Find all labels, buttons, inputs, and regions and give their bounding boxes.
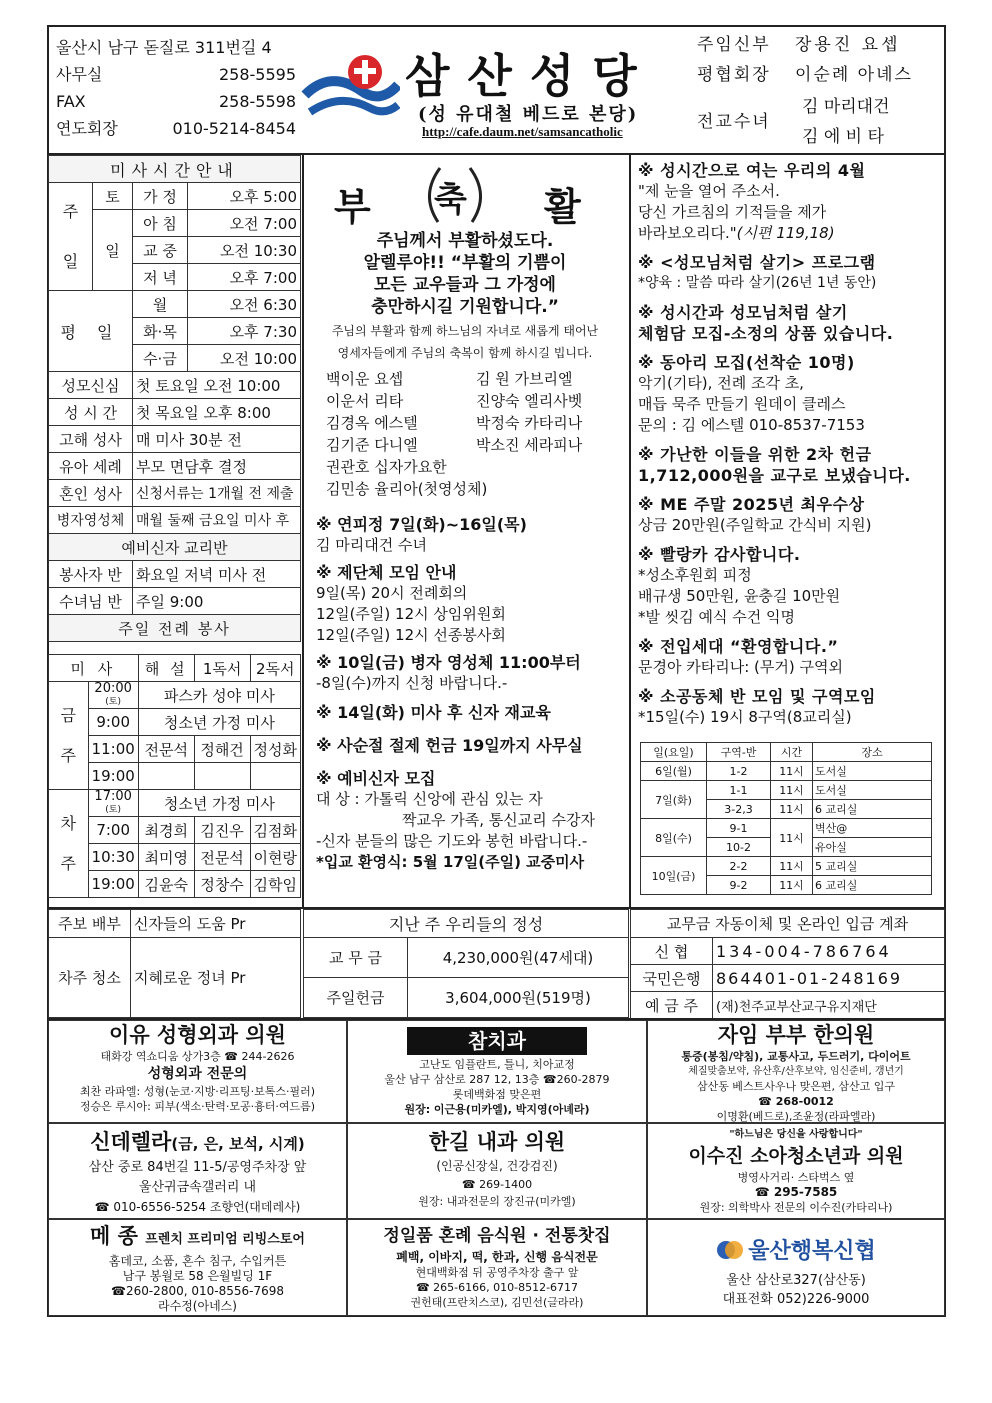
liturgy-mass-name: 청소년 가정 미사 xyxy=(138,709,300,736)
notice-body: *입교 환영식: 5월 17일(주일) 교중미사 xyxy=(316,853,585,871)
baptism-message xyxy=(310,320,620,364)
mass-title: 미사시간안내 xyxy=(49,156,301,183)
ad-line: 폐백, 이바지, 떡, 한과, 신행 음식전문 xyxy=(396,1250,598,1264)
ad-title: 신데렐라 xyxy=(90,1130,172,1154)
sched-header: 일(요일) xyxy=(641,743,707,762)
notice-body: 상금 20만원(주일학교 간식비 지원) xyxy=(638,516,872,534)
liturgy-time: 7:00 xyxy=(88,817,138,844)
ad-line: 삼산 중로 84번길 11-5/공영주차장 앞 xyxy=(88,1160,307,1175)
ad-line: ☎260-2800, 010-8556-7698 xyxy=(111,1284,284,1298)
weekday-day: 월 xyxy=(133,291,188,318)
sat-label: 토 xyxy=(93,183,133,210)
ad-line: (인공신장실, 건강검진) xyxy=(436,1159,558,1173)
ad-title-sub: 프렌치 프리미엄 리빙스토어 xyxy=(145,1232,305,1247)
easter-message xyxy=(310,230,620,318)
weekday-label: 평 일 xyxy=(49,291,133,372)
catechumen-label: 수녀님 반 xyxy=(49,588,133,615)
notice-body: 김 마리대건 수녀 xyxy=(316,536,427,554)
liturgy-time: 10:30 xyxy=(88,844,138,871)
easter-char: 부 xyxy=(334,185,371,229)
weekday-time: 오후 7:30 xyxy=(187,318,300,345)
nun-label: 전교수녀 xyxy=(697,112,771,132)
baptized-list xyxy=(326,368,582,500)
baptized-name: 권관호 십자가요한 xyxy=(326,458,447,476)
other-value: 부모 면담후 결정 xyxy=(133,453,301,480)
ad-line: 병영사거리· 스타벅스 옆 xyxy=(737,1171,855,1184)
sched-time: 11시 xyxy=(771,781,813,800)
notice-body: *성소후원회 피정 xyxy=(638,566,752,584)
notice-heading: ※ 빨랑카 감사합니다. xyxy=(638,545,801,564)
liturgy-header: 1독서 xyxy=(194,655,250,682)
liturgy-mass-name: 청소년 가정 미사 xyxy=(138,790,300,817)
ad-title-sub: (금, 은, 보석, 시계) xyxy=(171,1135,305,1153)
other-label: 혼인 성사 xyxy=(49,480,133,507)
ad-title: 자임 부부 한의원 xyxy=(717,1023,875,1047)
ad-line: 원장: 내과전문의 장진규(미카엘) xyxy=(418,1195,576,1208)
notice-heading: 1,712,000원을 교구로 보냈습니다. xyxy=(638,466,911,485)
sched-ban: 9-2 xyxy=(707,876,771,895)
ad-pediatrics[interactable] xyxy=(647,1123,945,1219)
middle-notices xyxy=(316,514,595,873)
sched-ban: 9-1 xyxy=(707,819,771,838)
ad-title: 한길 내과 의원 xyxy=(428,1130,566,1154)
ad-line: 태화강 역쇼디움 상가3층 ☎ 244-2626 xyxy=(100,1050,295,1063)
credit-union-logo-icon xyxy=(716,1238,744,1262)
sat-time: 오후 5:00 xyxy=(187,183,300,210)
ad-line: 권헌태(프란치스코), 김민선(글라라) xyxy=(410,1296,584,1309)
parish-subtitle: (성 유대철 베드로 본당) xyxy=(418,104,639,125)
liturgy-person: 김학임 xyxy=(250,871,300,898)
notice-body: 12일(주일) 12시 선종봉사회 xyxy=(316,626,506,644)
liturgy-person: 정해건 xyxy=(194,736,250,763)
bank-table xyxy=(630,909,945,1019)
easter-msg: 충만하시길 기원합니다.” xyxy=(371,297,559,317)
liturgy-time: 9:00 xyxy=(88,709,138,736)
pastor-label: 주임신부 xyxy=(697,35,771,55)
easter-msg: 알렐루야!! “부활의 기쁨이 xyxy=(363,253,567,273)
sun-mass-type: 교 중 xyxy=(133,237,188,264)
notice-body: -신자 분들의 많은 기도와 봉헌 바랍니다.- xyxy=(316,832,588,850)
notice-body: 매듭 묵주 만들기 원데이 클레스 xyxy=(638,395,846,413)
notice-heading: ※ 성시간과 성모님처럼 살기 xyxy=(638,303,848,322)
ad-line: 대표전화 052)226-9000 xyxy=(722,1292,870,1307)
sched-day: 6일(월) xyxy=(641,762,707,781)
notice-heading: ※ 전입세대 “환영합니다.” xyxy=(638,637,839,656)
baptized-name: 김 원 가브리엘 xyxy=(476,370,573,388)
ad-credit-union[interactable] xyxy=(647,1219,945,1316)
easter-msg: 모든 교우들과 그 가정에 xyxy=(374,275,556,295)
column-divider xyxy=(629,155,631,907)
ad-line: 울산 삼산로327(삼산동) xyxy=(726,1273,866,1288)
bank-title: 교무금 자동이체 및 온라인 입금 계좌 xyxy=(631,910,945,938)
ad-line: 현대백화점 뒤 공영주차장 출구 앞 xyxy=(415,1266,579,1279)
offer-value: 4,230,000원(47세대) xyxy=(408,938,629,978)
fax-label: FAX xyxy=(56,92,86,111)
liturgy-table xyxy=(48,654,301,898)
ad-line: ☎ 010-6556-5254 조향언(대데레사) xyxy=(94,1200,301,1214)
easter-banner xyxy=(330,160,620,230)
liturgy-person: 정창수 xyxy=(194,871,250,898)
baptism-line: 영세자들에게 주님의 축복이 함께 하시길 빕니다. xyxy=(337,346,593,360)
notice-heading: ※ 소공동체 반 모임 및 구역모임 xyxy=(638,687,876,706)
bank-label: 국민은행 xyxy=(631,965,713,992)
ad-line: 고난도 임플란트, 틀니, 치아교정 xyxy=(419,1058,575,1071)
liturgy-person: 정성화 xyxy=(250,736,300,763)
ad-wedding-food[interactable] xyxy=(347,1219,647,1316)
catechumen-title: 예비신자 교리반 xyxy=(49,534,301,561)
notice-heading: ※ 10일(금) 병자 영성체 11:00부터 xyxy=(316,653,581,672)
liturgy-person xyxy=(250,763,300,790)
other-label: 성모신심 xyxy=(49,372,133,399)
sched-day: 8일(수) xyxy=(641,819,707,857)
address: 울산시 남구 돋질로 311번길 4 xyxy=(56,38,272,57)
offer-value: 3,604,000원(519명) xyxy=(408,978,629,1018)
sched-place: 유아실 xyxy=(813,838,932,857)
baptized-name: 김기준 다니엘 xyxy=(326,436,418,454)
ad-line: ☎ 295-7585 xyxy=(754,1185,838,1199)
baptized-name: 박정숙 카타리나 xyxy=(476,414,583,432)
liturgy-person: 최경희 xyxy=(138,817,194,844)
next-week-label: 차 주 xyxy=(49,790,89,898)
liturgy-person xyxy=(138,763,194,790)
sched-ban: 3-2,3 xyxy=(707,800,771,819)
header-contact xyxy=(56,34,296,142)
council-president-label: 평협회장 xyxy=(697,65,771,85)
pastor-name: 장용진 요셉 xyxy=(795,35,901,55)
nun-names xyxy=(802,92,890,152)
bank-account: 134-004-786764 xyxy=(713,938,945,965)
mass-schedule-table xyxy=(48,155,301,642)
sun-mass-type: 아 침 xyxy=(133,210,188,237)
notice-heading: ※ 예비신자 모집 xyxy=(316,769,436,788)
ad-title: 메 종 xyxy=(90,1224,138,1248)
notice-heading: ※ <성모님처럼 살기> 프로그램 xyxy=(638,253,876,272)
sched-header: 구역-반 xyxy=(707,743,771,762)
easter-char: 활 xyxy=(544,185,581,229)
ad-line: 정승은 루시아: 피부(색소·탄력·모공·흉터·여드름) xyxy=(79,1100,316,1113)
sched-place: 벽산@ xyxy=(813,819,932,838)
other-value: 매 미사 30분 전 xyxy=(133,426,301,453)
ad-internal-medicine[interactable] xyxy=(347,1123,647,1219)
notice-body: 바라보오리다." xyxy=(638,224,737,242)
notice-heading: ※ 가난한 이들을 위한 2차 헌금 xyxy=(638,445,872,464)
sched-day: 10일(금) xyxy=(641,857,707,895)
liturgy-person: 전문석 xyxy=(194,844,250,871)
notice-body: 9일(목) 20시 전례회의 xyxy=(316,584,468,602)
notice-heading: ※ 성시간으로 여는 우리의 4월 xyxy=(638,161,866,180)
offer-label: 주일헌금 xyxy=(304,978,408,1018)
ad-line: 통증(봉침/약침), 교통사고, 두드러기, 다이어트 xyxy=(681,1050,911,1063)
dist-value: 신자들의 도움 Pr xyxy=(131,910,301,938)
sun-mass-type: 저 녁 xyxy=(133,264,188,291)
sched-header: 장소 xyxy=(813,743,932,762)
weekday-time: 오전 10:00 xyxy=(187,345,300,372)
liturgy-header: 2독서 xyxy=(250,655,300,682)
ad-line: 원장: 의학박사 전문의 이수진(카타리나) xyxy=(699,1201,893,1214)
notice-body: 문경아 카타리나: (무거) 구역외 xyxy=(638,658,843,676)
other-label: 병자영성체 xyxy=(49,507,133,534)
sun-mass-time: 오전 7:00 xyxy=(187,210,300,237)
catechumen-value: 주일 9:00 xyxy=(133,588,301,615)
ad-line: 롯데백화점 맞은편 xyxy=(452,1088,542,1101)
baptized-name: 백이운 요셉 xyxy=(326,370,404,388)
parish-title: 삼산성당 xyxy=(405,49,655,103)
weekday-time: 오전 6:30 xyxy=(187,291,300,318)
ad-living-store[interactable] xyxy=(48,1219,347,1316)
ad-title: 이수진 소아청소년과 의원 xyxy=(688,1145,904,1167)
bank-account: 864401-01-248169 xyxy=(713,965,945,992)
other-value: 첫 목요일 오후 8:00 xyxy=(133,399,301,426)
ad-oriental-clinic[interactable] xyxy=(647,1020,945,1123)
council-phone: 010-5214-8454 xyxy=(172,119,296,138)
notice-body: -8일(수)까지 신청 바랍니다.- xyxy=(316,674,508,692)
this-week-label: 금 주 xyxy=(49,682,89,790)
other-label: 유아 세례 xyxy=(49,453,133,480)
notice-body: *양육 : 말씀 따라 살기(26년 1년 동안) xyxy=(638,275,877,291)
offering-table xyxy=(303,909,629,1018)
baptized-name: 이운서 리타 xyxy=(326,392,404,410)
nun-name-2: 김 에 비 타 xyxy=(802,127,884,147)
other-value: 신청서류는 1개월 전 제출 xyxy=(133,480,301,507)
liturgy-person xyxy=(194,763,250,790)
sched-ban: 1-2 xyxy=(707,762,771,781)
liturgy-person: 이현랑 xyxy=(250,844,300,871)
sunday-label: 주 일 xyxy=(49,183,93,291)
sched-time: 11시 xyxy=(771,762,813,781)
liturgy-mass-name: 파스카 성야 미사 xyxy=(138,682,300,709)
offer-label: 교 무 금 xyxy=(304,938,408,978)
ad-dental[interactable] xyxy=(347,1020,647,1123)
liturgy-person: 전문석 xyxy=(138,736,194,763)
ad-line: ☎ 269-1400 xyxy=(461,1178,533,1191)
sat-type: 가 정 xyxy=(133,183,188,210)
notice-body: *15일(수) 19시 8구역(8교리실) xyxy=(638,708,852,726)
notice-heading: ※ 14일(화) 미사 후 신자 재교육 xyxy=(316,703,551,722)
sched-header: 시간 xyxy=(771,743,813,762)
ad-line: ☎ 268-0012 xyxy=(758,1095,834,1108)
liturgy-time: 11:00 xyxy=(88,736,138,763)
notice-body: 12일(주일) 12시 상임위원회 xyxy=(316,605,506,623)
ad-line: 울산 남구 삼산로 287 12, 13층 ☎260-2879 xyxy=(384,1073,610,1086)
sun-label: 일 xyxy=(93,210,133,291)
ad-line: 성형외과 전문의 xyxy=(147,1066,248,1082)
liturgy-person: 김윤숙 xyxy=(138,871,194,898)
liturgy-time: 17:00 (토) xyxy=(88,790,138,817)
clean-value: 지혜로운 정녀 Pr xyxy=(131,938,301,1018)
sched-time: 11시 xyxy=(771,857,813,876)
notice-body: 악기(기타), 전례 조각 초, xyxy=(638,374,804,392)
notice-heading: ※ 제단체 모임 안내 xyxy=(316,563,457,582)
ad-line: 홈데코, 소품, 혼수 침구, 수입커튼 xyxy=(108,1254,287,1268)
baptized-name: 진양숙 엘리사벳 xyxy=(476,392,583,410)
catechumen-value: 화요일 저녁 미사 전 xyxy=(133,561,301,588)
liturgy-title: 주일 전례 봉사 xyxy=(49,615,301,642)
ad-line: 체질맞춤보약, 유산후/산후보약, 임신준비, 갱년기 xyxy=(688,1066,904,1077)
notice-body: 배규생 50만원, 윤충길 10만원 xyxy=(638,587,841,605)
ad-title: 정일품 혼례 음식원 · 전통찻집 xyxy=(383,1226,611,1246)
other-value: 첫 토요일 오전 10:00 xyxy=(133,372,301,399)
ad-line: "하느님은 당신을 사랑합니다" xyxy=(729,1129,863,1140)
other-label: 성 시 간 xyxy=(49,399,133,426)
sun-mass-time: 오전 10:30 xyxy=(187,237,300,264)
notice-heading: ※ ME 주말 2025년 최우수상 xyxy=(638,495,865,514)
sched-ban: 10-2 xyxy=(707,838,771,857)
notice-body: "제 눈을 열어 주소서. xyxy=(638,182,780,200)
ad-title: 참치과 xyxy=(407,1027,587,1055)
ad-title: 이유 성형외과 의원 xyxy=(109,1023,286,1047)
notice-heading: ※ 사순절 절제 헌금 19일까지 사무실 xyxy=(316,736,583,755)
liturgy-person: 김점화 xyxy=(250,817,300,844)
sched-place: 도서실 xyxy=(813,762,932,781)
ad-line: 남구 봉월로 58 은월빌딩 1F xyxy=(122,1269,273,1283)
sched-place: 5 교리실 xyxy=(813,857,932,876)
baptized-name: 김경옥 에스텔 xyxy=(326,414,418,432)
offer-title: 지난 주 우리들의 정성 xyxy=(304,910,629,938)
ad-title: 울산행복신협 xyxy=(748,1239,876,1264)
notice-heading: ※ 연피정 7일(화)~16일(목) xyxy=(316,515,527,534)
ad-line: ☎ 265-6166, 010-8512-6717 xyxy=(415,1281,579,1294)
sched-place: 도서실 xyxy=(813,781,932,800)
bank-holder: (재)천주교부산교구유지재단 xyxy=(713,992,945,1019)
bank-label: 신 협 xyxy=(631,938,713,965)
notice-body: 문의 : 김 에스텔 010-8537-7153 xyxy=(638,416,865,434)
notice-heading: ※ 동아리 모집(선착순 10명) xyxy=(638,353,855,372)
sched-day: 7일(화) xyxy=(641,781,707,819)
ad-jewelry[interactable] xyxy=(48,1123,347,1219)
sched-time: 11시 xyxy=(771,876,813,895)
sched-time: 11시 xyxy=(771,800,813,819)
weekday-day: 화·목 xyxy=(133,318,188,345)
easter-char: 축 xyxy=(434,180,467,220)
baptized-name: 박소진 세라피나 xyxy=(476,436,583,454)
cafe-link[interactable]: http://cafe.daum.net/samsancatholic xyxy=(422,124,623,139)
notice-citation: (시편 119,18) xyxy=(736,224,835,242)
sched-place: 6 교리실 xyxy=(813,876,932,895)
other-value: 매월 둘째 금요일 미사 후 xyxy=(133,507,301,534)
sched-ban: 1-1 xyxy=(707,781,771,800)
other-label: 고해 성사 xyxy=(49,426,133,453)
liturgy-time: 19:00 xyxy=(88,871,138,898)
easter-msg: 주님께서 부활하셨도다. xyxy=(376,231,554,251)
parish-logo-icon xyxy=(300,50,400,122)
notice-heading: 체험담 모집-소정의 상품 있습니다. xyxy=(638,324,894,343)
right-notices xyxy=(638,160,911,728)
liturgy-header: 미 사 xyxy=(49,655,139,682)
sched-place: 6 교리실 xyxy=(813,800,932,819)
office-label: 사무실 xyxy=(56,65,103,84)
sun-mass-time: 오후 7:00 xyxy=(187,264,300,291)
catechumen-label: 봉사자 반 xyxy=(49,561,133,588)
baptized-name: 김민송 율리아(첫영성체) xyxy=(326,480,488,498)
small-group-table xyxy=(640,742,932,895)
council-president-name: 이순례 아녜스 xyxy=(795,65,913,85)
fax-number: 258-5598 xyxy=(218,92,296,111)
office-phone: 258-5595 xyxy=(218,65,296,84)
ad-line: 이명환(베드로),조윤정(라파엘라) xyxy=(716,1110,876,1123)
column-divider xyxy=(302,155,304,907)
weekly-duty-table xyxy=(48,909,301,1018)
notice-body: 대 상 : 가톨릭 신앙에 관심 있는 자 xyxy=(316,790,543,808)
council-label: 연도회장 xyxy=(56,119,118,138)
liturgy-time: 19:00 xyxy=(88,763,138,790)
sched-ban: 2-2 xyxy=(707,857,771,876)
weekday-day: 수·금 xyxy=(133,345,188,372)
ad-line: 라수정(아네스) xyxy=(158,1299,237,1313)
ad-plastic-surgery[interactable] xyxy=(48,1020,347,1123)
notice-body: *발 씻김 예식 수건 익명 xyxy=(638,608,795,626)
nun-name-1: 김 마리대건 xyxy=(802,97,890,117)
ad-line: 최찬 라파엘: 성형(눈코·지방·리프팅·보톡스·필러) xyxy=(79,1085,316,1098)
notice-body: 당신 가르침의 기적들을 제가 xyxy=(638,203,827,221)
ad-line: 삼산동 베스트사우나 맞은편, 삼산고 입구 xyxy=(696,1080,896,1093)
clean-label: 차주 청소 xyxy=(49,938,131,1018)
notice-body: 짝교우 가족, 통신교리 수강자 xyxy=(402,811,595,829)
liturgy-person: 최미영 xyxy=(138,844,194,871)
bank-label: 예 금 주 xyxy=(631,992,713,1019)
ad-line: 울산귀금속갤러리 내 xyxy=(138,1180,257,1195)
dist-label: 주보 배부 xyxy=(49,910,131,938)
ad-line: 원장: 이근용(미카엘), 박지영(아녜라) xyxy=(404,1103,590,1116)
header-staff xyxy=(697,30,913,90)
baptism-line: 주님의 부활과 함께 하느님의 자녀로 새롭게 태어난 xyxy=(331,324,599,338)
liturgy-time: 20:00 (토) xyxy=(88,682,138,709)
sched-time: 11시 xyxy=(771,819,813,857)
liturgy-person: 김진우 xyxy=(194,817,250,844)
liturgy-header: 해 설 xyxy=(138,655,194,682)
